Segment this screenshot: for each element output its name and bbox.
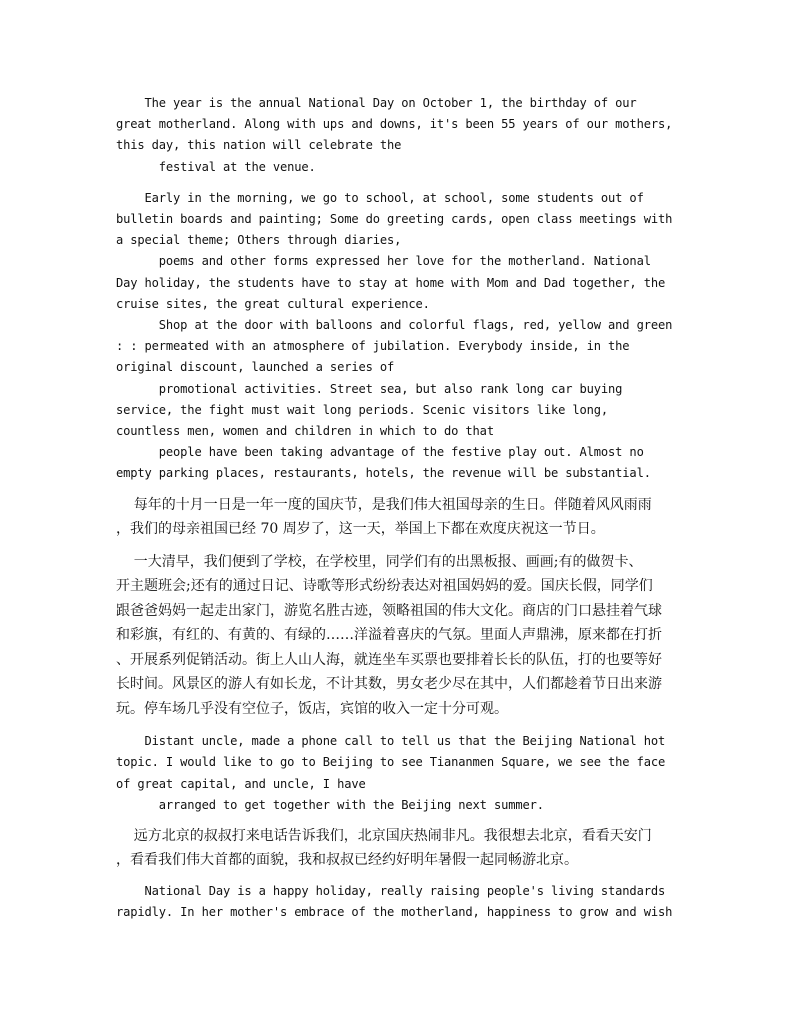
text-line: original discount, launched a series of [116,360,395,375]
text-line: 开主题班会;还有的通过日记、诗歌等形式纷纷表达对祖国妈妈的爱。国庆长假，同学们 [116,578,653,595]
text-line: 一大清早，我们便到了学校，在学校里，同学们有的出黑板报、画画;有的做贺卡、 [116,553,643,570]
text-line: festival at the venue. [116,159,316,174]
text-line: bulletin boards and painting; Some do greeting cards, open class meetings with [116,212,673,227]
text-line: rapidly. In her mother's embrace of the motherland, happiness to grow and wish [116,905,673,920]
text-line: great motherland. Along with ups and downs, it's been 55 years of our mothers, [116,117,673,132]
text-line: a special theme; Others through diaries, [116,233,402,248]
text-line: people have been taking advantage of the festive play out. Almost no [116,445,644,460]
text-line: Distant uncle, made a phone call to tell us that the Beijing National hot [116,734,666,749]
text-line: ，我们的母亲祖国已经 70 周岁了，这一天，举国上下都在欢度庆祝这一节日。 [116,521,605,538]
paragraph-zh-3 [116,824,686,873]
text-line: service, the fight must wait long periods. Scenic visitors like long, [116,402,609,417]
text-line: topic. I would like to go to Beijing to see Tiananmen Square, we see the face [116,755,666,770]
text-line: 长时间。风景区的游人有如长龙，不计其数，男女老少尽在其中，人们都趁着节日出来游 [116,676,662,693]
text-line: countless men, women and children in which to do that [116,424,494,439]
paragraph-en-4 [116,881,686,923]
text-line: Day holiday, the students have to stay at home with Mom and Dad together, the [116,275,666,290]
text-line: arranged to get together with the Beijing next summer. [116,797,544,812]
text-line: ，看看我们伟大首都的面貌，我和叔叔已经约好明年暑假一起同畅游北京。 [116,852,578,869]
paragraph-en-3 [116,731,686,816]
text-line: Early in the morning, we go to school, at school, some students out of [116,190,644,205]
paragraph-zh-1 [116,493,686,542]
text-line: Shop at the door with balloons and colorful flags, red, yellow and green [116,318,673,333]
text-line: this day, this nation will celebrate the [116,138,402,153]
text-line: 和彩旗，有红的、有黄的、有绿的……洋溢着喜庆的气氛。里面人声鼎沸，原来都在打折 [116,627,662,644]
document-body [116,93,686,923]
text-line: 玩。停车场几乎没有空位子，饭店，宾馆的收入一定十分可观。 [116,700,508,717]
text-line: : : permeated with an atmosphere of jubilation. Everybody inside, in the [116,339,630,354]
text-line: 、开展系列促销活动。街上人山人海，就连坐车买票也要排着长长的队伍，打的也要等好 [116,651,662,668]
text-line: 每年的十月一日是一年一度的国庆节，是我们伟大祖国母亲的生日。伴随着风风雨雨 [116,496,652,513]
text-line: National Day is a happy holiday, really raising people's living standards [116,883,666,898]
text-line: cruise sites, the great cultural experience. [116,296,430,311]
text-line: poems and other forms expressed her love for the motherland. National [116,254,651,269]
paragraph-en-2 [116,188,686,485]
text-line: 跟爸爸妈妈一起走出家门，游览名胜古迹，领略祖国的伟大文化。商店的门口悬挂着气球 [116,602,662,619]
paragraph-en-1 [116,93,686,178]
text-line: 远方北京的叔叔打来电话告诉我们，北京国庆热闹非凡。我很想去北京，看看天安门 [116,827,652,844]
text-line: promotional activities. Street sea, but also rank long car buying [116,381,623,396]
text-line: The year is the annual National Day on October 1, the birthday of our [116,96,637,110]
paragraph-zh-2 [116,550,686,722]
text-line: empty parking places, restaurants, hotels, the revenue will be substantial. [116,466,651,481]
text-line: of great capital, and uncle, I have [116,776,366,791]
